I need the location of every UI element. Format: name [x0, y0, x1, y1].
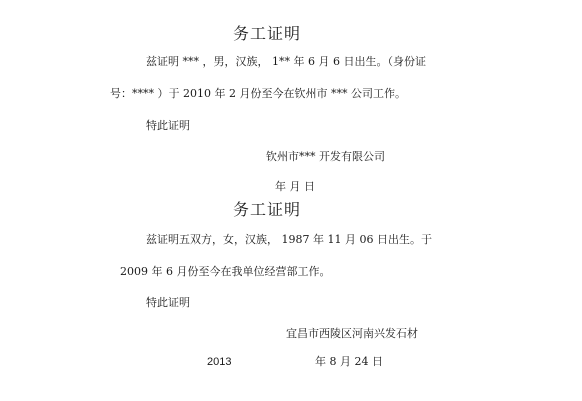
certificate-2-company: 宜昌市西陵区河南兴发石材	[286, 327, 418, 340]
certificate-2-body-line-2: 2009 年 6 月份至今在我单位经营部工作。	[120, 265, 331, 278]
certificate-1-body-line-1: 兹证明 *** ，男，汉族， 1** 年 6 月 6 日出生。（身份证	[146, 55, 426, 68]
certificate-1-title: 务工证明	[233, 24, 302, 43]
certificate-1-company: 钦州市*** 开发有限公司	[266, 150, 385, 163]
certificate-1-date: 年 月 日	[275, 180, 315, 193]
certificate-2-closing: 特此证明	[146, 296, 190, 309]
certificate-2-title: 务工证明	[233, 200, 302, 219]
certificate-2-date-month-day: 年 8 月 24 日	[315, 355, 383, 368]
certificate-2-body-line-1: 兹证明五双方，女，汉族， 1987 年 11 月 06 日出生。于	[146, 233, 432, 246]
certificate-2-date-year: 2013	[207, 356, 232, 368]
certificate-1-body-line-2: 号：**** ）于 2010 年 2 月份至今在钦州市 *** 公司工作。	[110, 87, 406, 100]
certificate-1-closing: 特此证明	[146, 119, 190, 132]
